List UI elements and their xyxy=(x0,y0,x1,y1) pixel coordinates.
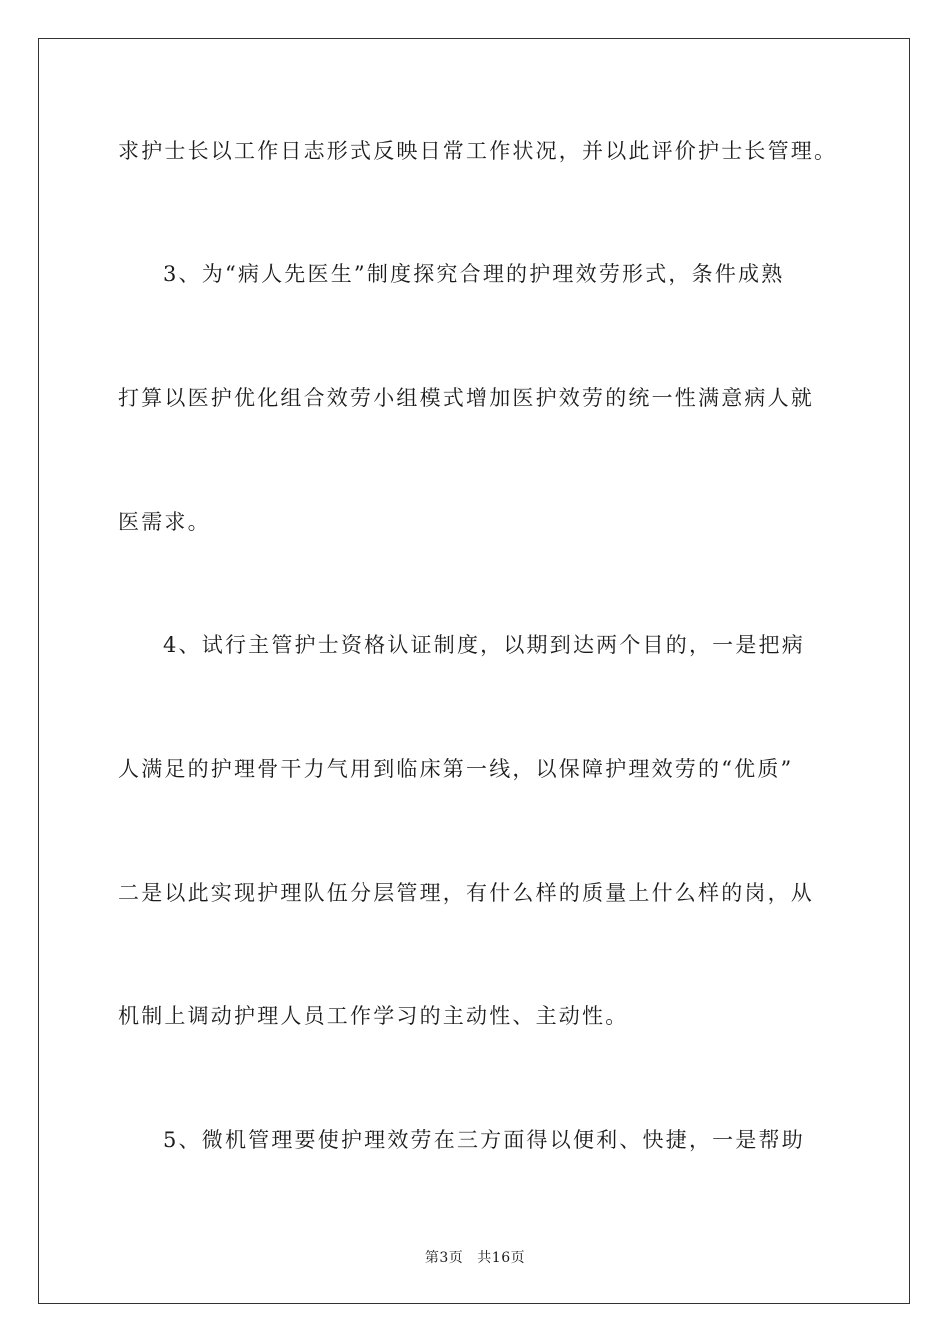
page-footer xyxy=(0,1247,950,1267)
paragraph-line: 求护士长以工作日志形式反映日常工作状况，并以此评价护士长管理。 xyxy=(118,139,838,163)
page-number: 第3页 xyxy=(424,1250,464,1266)
page-total: 共16页 xyxy=(477,1250,526,1266)
page-border xyxy=(38,38,910,1304)
paragraph-line: 医需求。 xyxy=(118,510,211,534)
paragraph-line: 人满足的护理骨干力气用到临床第一线，以保障护理效劳的“优质” xyxy=(118,757,794,781)
paragraph-line: 5、微机管理要使护理效劳在三方面得以便利、快捷，一是帮助 xyxy=(163,1128,805,1152)
paragraph-line: 4、试行主管护士资格认证制度，以期到达两个目的，一是把病 xyxy=(163,633,805,657)
paragraph-line: 二是以此实现护理队伍分层管理，有什么样的质量上什么样的岗，从 xyxy=(118,881,814,905)
paragraph-line: 打算以医护优化组合效劳小组模式增加医护效劳的统一性满意病人就 xyxy=(118,386,814,410)
paragraph-line: 机制上调动护理人员工作学习的主动性、主动性。 xyxy=(118,1004,629,1028)
paragraph-line: 3、为“病人先医生”制度探究合理的护理效劳形式，条件成熟 xyxy=(163,262,785,286)
